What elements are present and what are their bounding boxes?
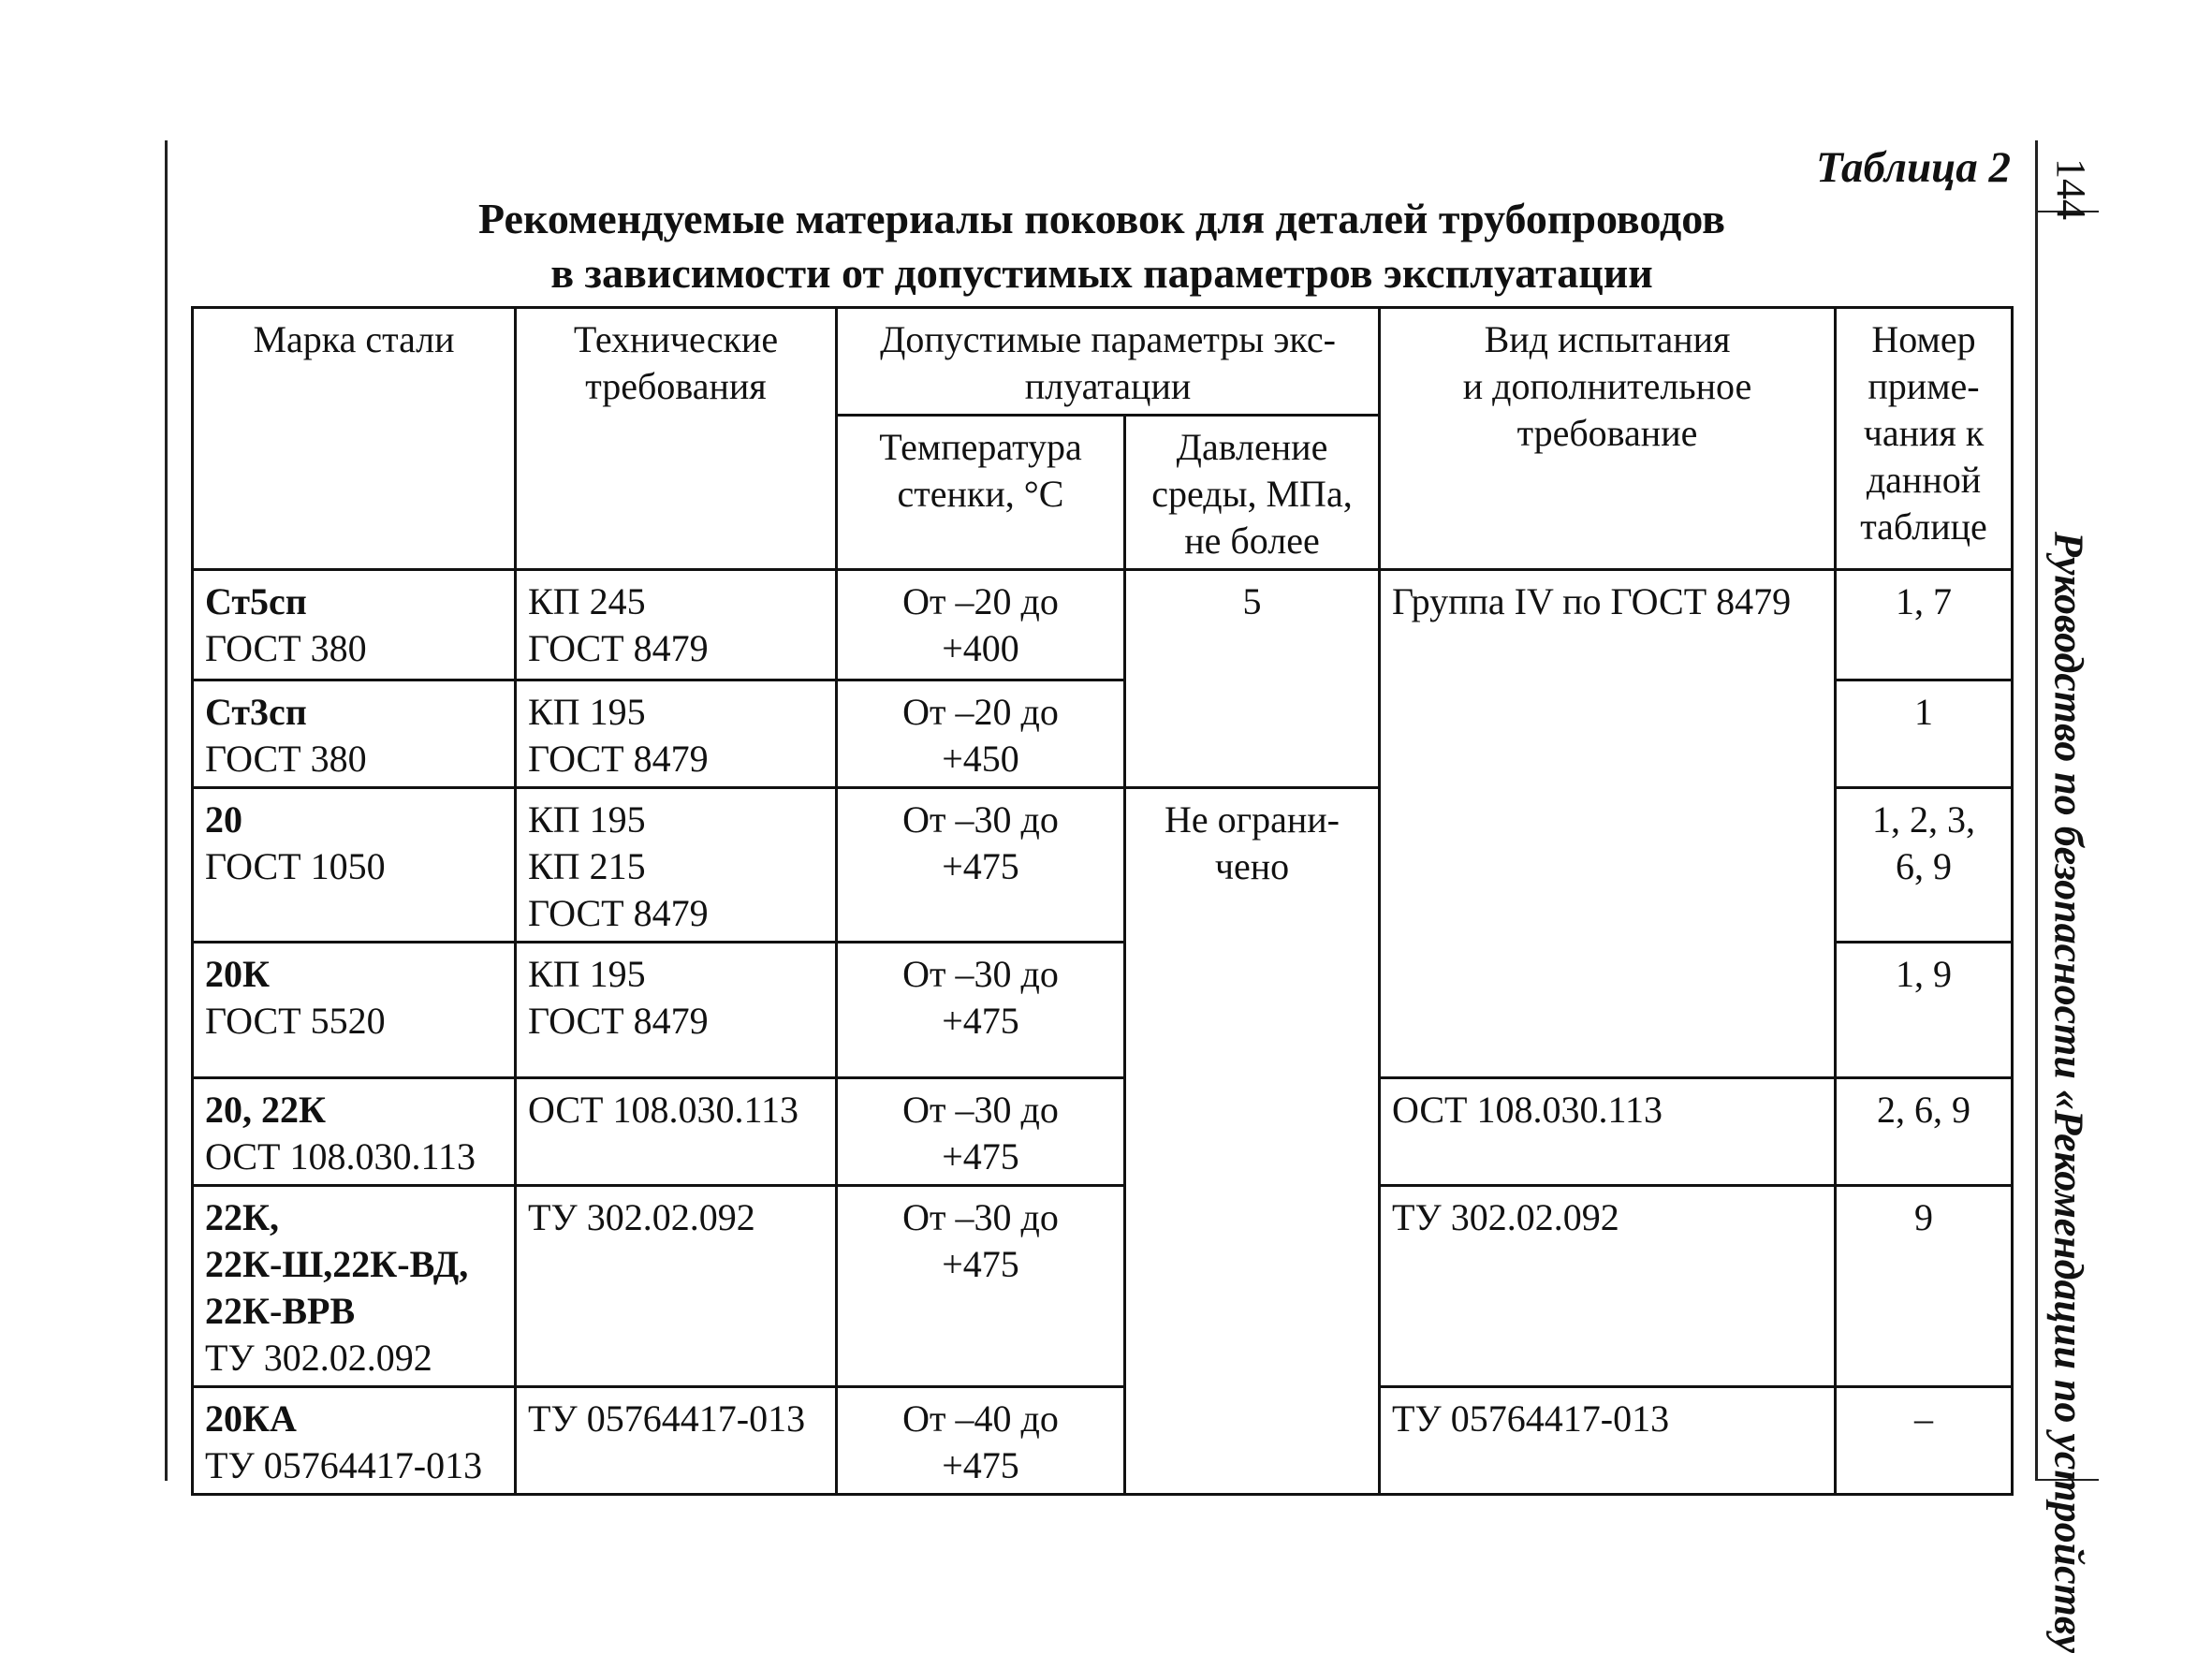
header-temperature: Температура стенки, °C: [837, 416, 1125, 570]
temp-cell: От –40 до +475: [837, 1387, 1125, 1495]
notes-cell: 1, 2, 3, 6, 9: [1836, 788, 2013, 943]
notes-cell: –: [1836, 1387, 2013, 1495]
header-test: Вид испытания и дополнительное требование: [1380, 308, 1836, 570]
notes-cell: 2, 6, 9: [1836, 1078, 2013, 1186]
temp-cell: От –20 до +450: [837, 680, 1125, 788]
test-cell: ТУ 302.02.092: [1380, 1186, 1836, 1387]
grade-cell: 22К, 22К-Ш,22К-ВД, 22К-ВРВ ТУ 302.02.092: [193, 1186, 516, 1387]
temp-cell: От –30 до +475: [837, 943, 1125, 1078]
notes-cell: 1, 7: [1836, 570, 2013, 680]
temp-cell: От –30 до +475: [837, 788, 1125, 943]
spine-rule: [2035, 140, 2038, 1481]
grade-cell: Ст5сп ГОСТ 380: [193, 570, 516, 680]
req-cell: ТУ 05764417-013: [516, 1387, 837, 1495]
req-cell: КП 195 ГОСТ 8479: [516, 943, 837, 1078]
running-header: Руководство по безопасности «Рекомендации по устройству: [2045, 532, 2092, 1653]
left-margin-rule: [165, 140, 168, 1481]
header-grade: Марка стали: [193, 308, 516, 570]
temp-cell: От –20 до +400: [837, 570, 1125, 680]
header-pressure: Давление среды, МПа, не более: [1125, 416, 1380, 570]
req-cell: КП 195 ГОСТ 8479: [516, 680, 837, 788]
test-cell: ОСТ 108.030.113: [1380, 1078, 1836, 1186]
req-cell: КП 245 ГОСТ 8479: [516, 570, 837, 680]
page-spine: [2035, 140, 2099, 1653]
req-cell: ТУ 302.02.092: [516, 1186, 837, 1387]
header-note: Номер приме- чания к данной таблице: [1836, 308, 2013, 570]
table-row: [193, 570, 2013, 680]
materials-table: [191, 306, 2014, 1496]
title-line-2: в зависимости от допустимых параметров эксплуатации: [550, 249, 1653, 297]
notes-cell: 1, 9: [1836, 943, 2013, 1078]
notes-cell: 1: [1836, 680, 2013, 788]
header-row-1: [193, 308, 2013, 416]
table-label: Таблица 2: [1816, 143, 2011, 192]
grade-cell: 20 ГОСТ 1050: [193, 788, 516, 943]
pressure-cell-unlimited: Не ограни- чено: [1125, 788, 1380, 1495]
req-cell: ОСТ 108.030.113: [516, 1078, 837, 1186]
pressure-cell-5: 5: [1125, 570, 1380, 788]
temp-cell: От –30 до +475: [837, 1078, 1125, 1186]
table-row: [193, 1186, 2013, 1387]
notes-cell: 9: [1836, 1186, 2013, 1387]
req-cell: КП 195 КП 215 ГОСТ 8479: [516, 788, 837, 943]
table-row: [193, 1078, 2013, 1186]
test-group-cell: Группа IV по ГОСТ 8479: [1380, 570, 1836, 1078]
temp-cell: От –30 до +475: [837, 1186, 1125, 1387]
test-cell: ТУ 05764417-013: [1380, 1387, 1836, 1495]
grade-cell: Ст3сп ГОСТ 380: [193, 680, 516, 788]
grade-cell: 20К ГОСТ 5520: [193, 943, 516, 1078]
page-number: 144: [2048, 158, 2094, 220]
table-row: [193, 1387, 2013, 1495]
grade-cell: 20, 22К ОСТ 108.030.113: [193, 1078, 516, 1186]
header-params: Допустимые параметры экс- плуатации: [837, 308, 1380, 416]
table-title: [192, 192, 2012, 300]
header-tech-req: Технические требования: [516, 308, 837, 570]
title-line-1: Рекомендуемые материалы поковок для деталей трубопроводов: [478, 195, 1725, 242]
grade-cell: 20КА ТУ 05764417-013: [193, 1387, 516, 1495]
